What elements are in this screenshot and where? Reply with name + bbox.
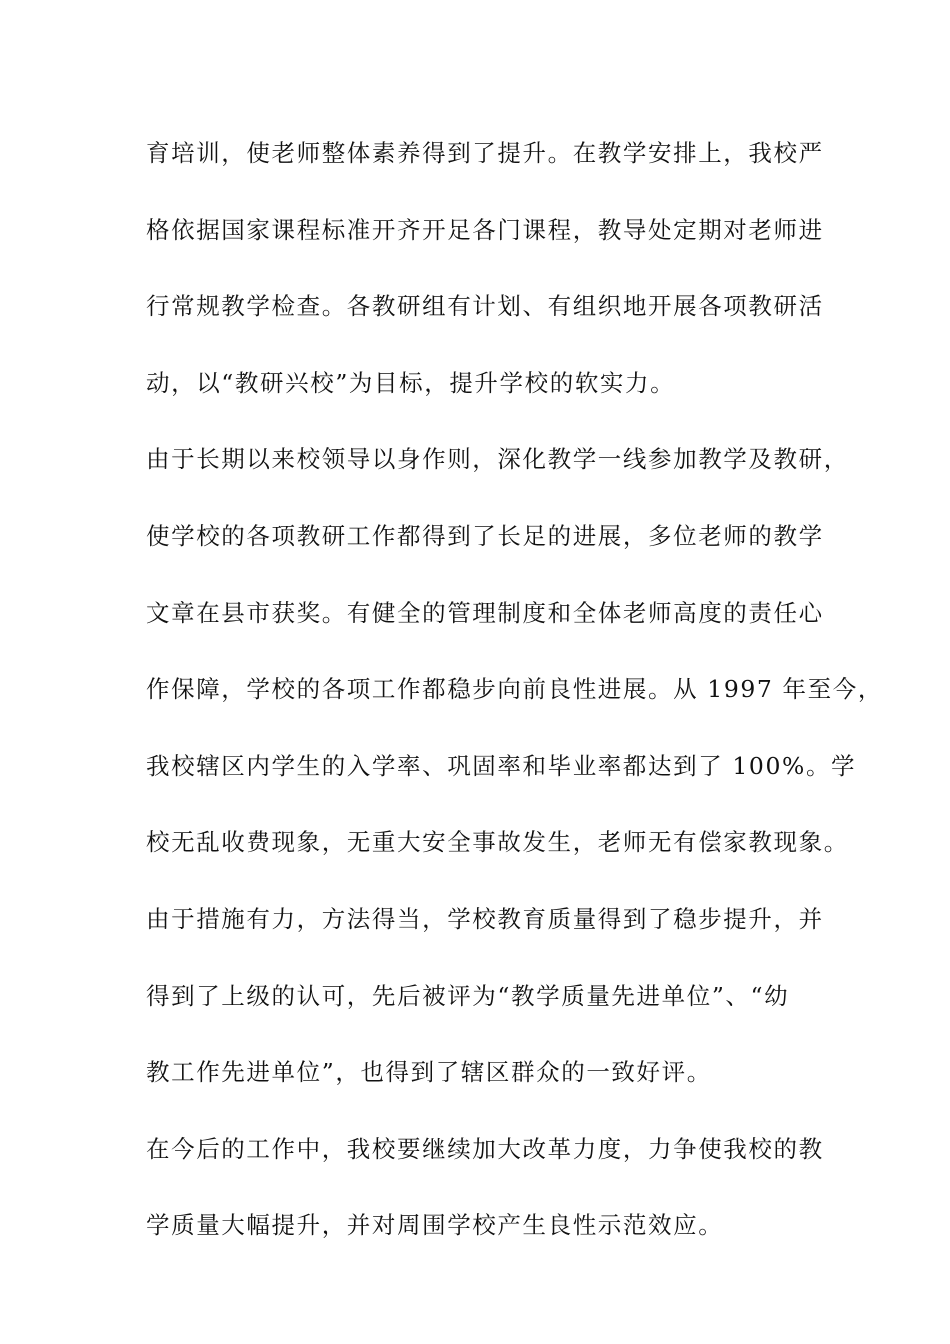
text-line: 由于长期以来校领导以身作则，深化教学一线参加教学及教研， xyxy=(146,445,849,474)
text-line: 行常规教学检查。各教研组有计划、有组织地开展各项教研活 xyxy=(146,292,824,321)
body-text xyxy=(146,131,883,1280)
text-line: 教工作先进单位”，也得到了辖区群众的一致好评。 xyxy=(146,1058,712,1087)
text-line: 动，以“教研兴校”为目标，提升学校的软实力。 xyxy=(146,368,676,397)
text-line: 我校辖区内学生的入学率、巩固率和毕业率都达到了 100%。学 xyxy=(146,751,857,780)
text-line: 使学校的各项教研工作都得到了长足的进展，多位老师的教学 xyxy=(146,521,824,550)
text-line: 得到了上级的认可，先后被评为“教学质量先进单位”、“幼 xyxy=(146,981,790,1010)
text-line: 学质量大幅提升，并对周围学校产生良性示范效应。 xyxy=(146,1211,724,1240)
text-line: 校无乱收费现象，无重大安全事故发生，老师无有偿家教现象。 xyxy=(146,828,849,857)
text-line: 在今后的工作中，我校要继续加大改革力度，力争使我校的教 xyxy=(146,1134,824,1163)
text-line: 作保障，学校的各项工作都稳步向前良性进展。从 1997 年至今， xyxy=(146,675,883,704)
text-line: 格依据国家课程标准开齐开足各门课程，教导处定期对老师进 xyxy=(146,215,824,244)
text-line: 由于措施有力，方法得当，学校教育质量得到了稳步提升，并 xyxy=(146,904,824,933)
text-line: 育培训，使老师整体素养得到了提升。在教学安排上，我校严 xyxy=(146,139,824,167)
text-line: 文章在县市获奖。有健全的管理制度和全体老师高度的责任心 xyxy=(146,598,824,627)
